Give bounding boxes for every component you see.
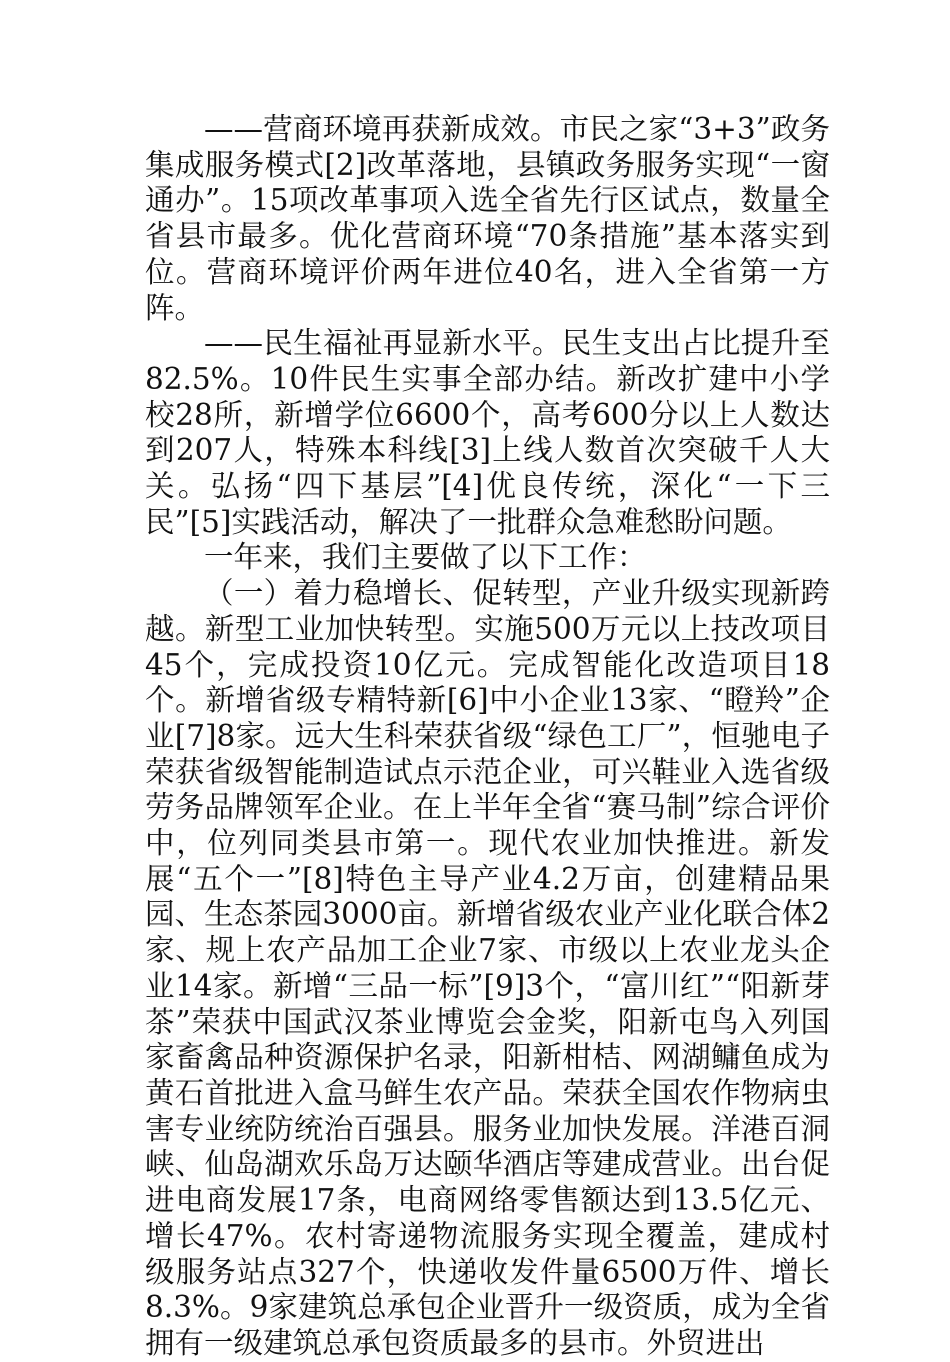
paragraph-summary-intro: 一年来，我们主要做了以下工作：	[204, 540, 647, 575]
paragraph-business-environment: ——营商环境再获新成效。市民之家“3+3”政务集成服务模式[2]改革落地，县镇政务服务实现“一窗通办”。15项改革事项入选全省先行区试点，数量全省县市最多。优化营商环境“70条措施”基本落实到位。营商环境评价两年进位40名，进入全省第一方阵。	[145, 112, 830, 325]
document-body	[145, 112, 830, 1362]
paragraph-industry-upgrade: （一）着力稳增长、促转型，产业升级实现新跨越。新型工业加快转型。实施500万元以上技改项目45个，完成投资10亿元。完成智能化改造项目18个。新增省级专精特新[6]中小企业13家、“瞪羚”企业[7]8家。远大生科荣获省级“绿色工厂”，恒驰电子荣获省级智能制造试点示范企业，可兴鞋业入选省级劳务品牌领军企业。在上半年全省“赛马制”综合评价中，位列同类县市第一。现代农业加快推进。新发展“五个一”[8]特色主导产业4.2万亩，创建精品果园、生态茶园3000亩。新增省级农业产业化联合体2家、规上农产品加工企业7家、市级以上农业龙头企业14家。新增“三品一标”[9]3个，“富川红”“阳新芽茶”荣获中国武汉茶业博览会金奖，阳新屯鸟入列国家畜禽品种资源保护名录，阳新柑桔、网湖鳙鱼成为黄石首批进入盒马鲜生农产品。荣获全国农作物病虫害专业统防统治百强县。服务业加快发展。洋港百洞峡、仙岛湖欢乐岛万达颐华酒店等建成营业。出台促进电商发展17条，电商网络零售额达到13.5亿元、增长47%。农村寄递物流服务实现全覆盖，建成村级服务站点327个，快递收发件量6500万件、增长8.3%。9家建筑总承包企业晋升一级资质，成为全省拥有一级建筑总承包资质最多的县市。外贸进出	[145, 576, 830, 1360]
paragraph-livelihood: ——民生福祉再显新水平。民生支出占比提升至82.5%。10件民生实事全部办结。新改扩建中小学校28所，新增学位6600个，高考600分以上人数达到207人，特殊本科线[3]上线人数首次突破千人大关。弘扬“四下基层”[4]优良传统，深化“一下三民”[5]实践活动，解决了一批群众急难愁盼问题。	[145, 326, 830, 539]
